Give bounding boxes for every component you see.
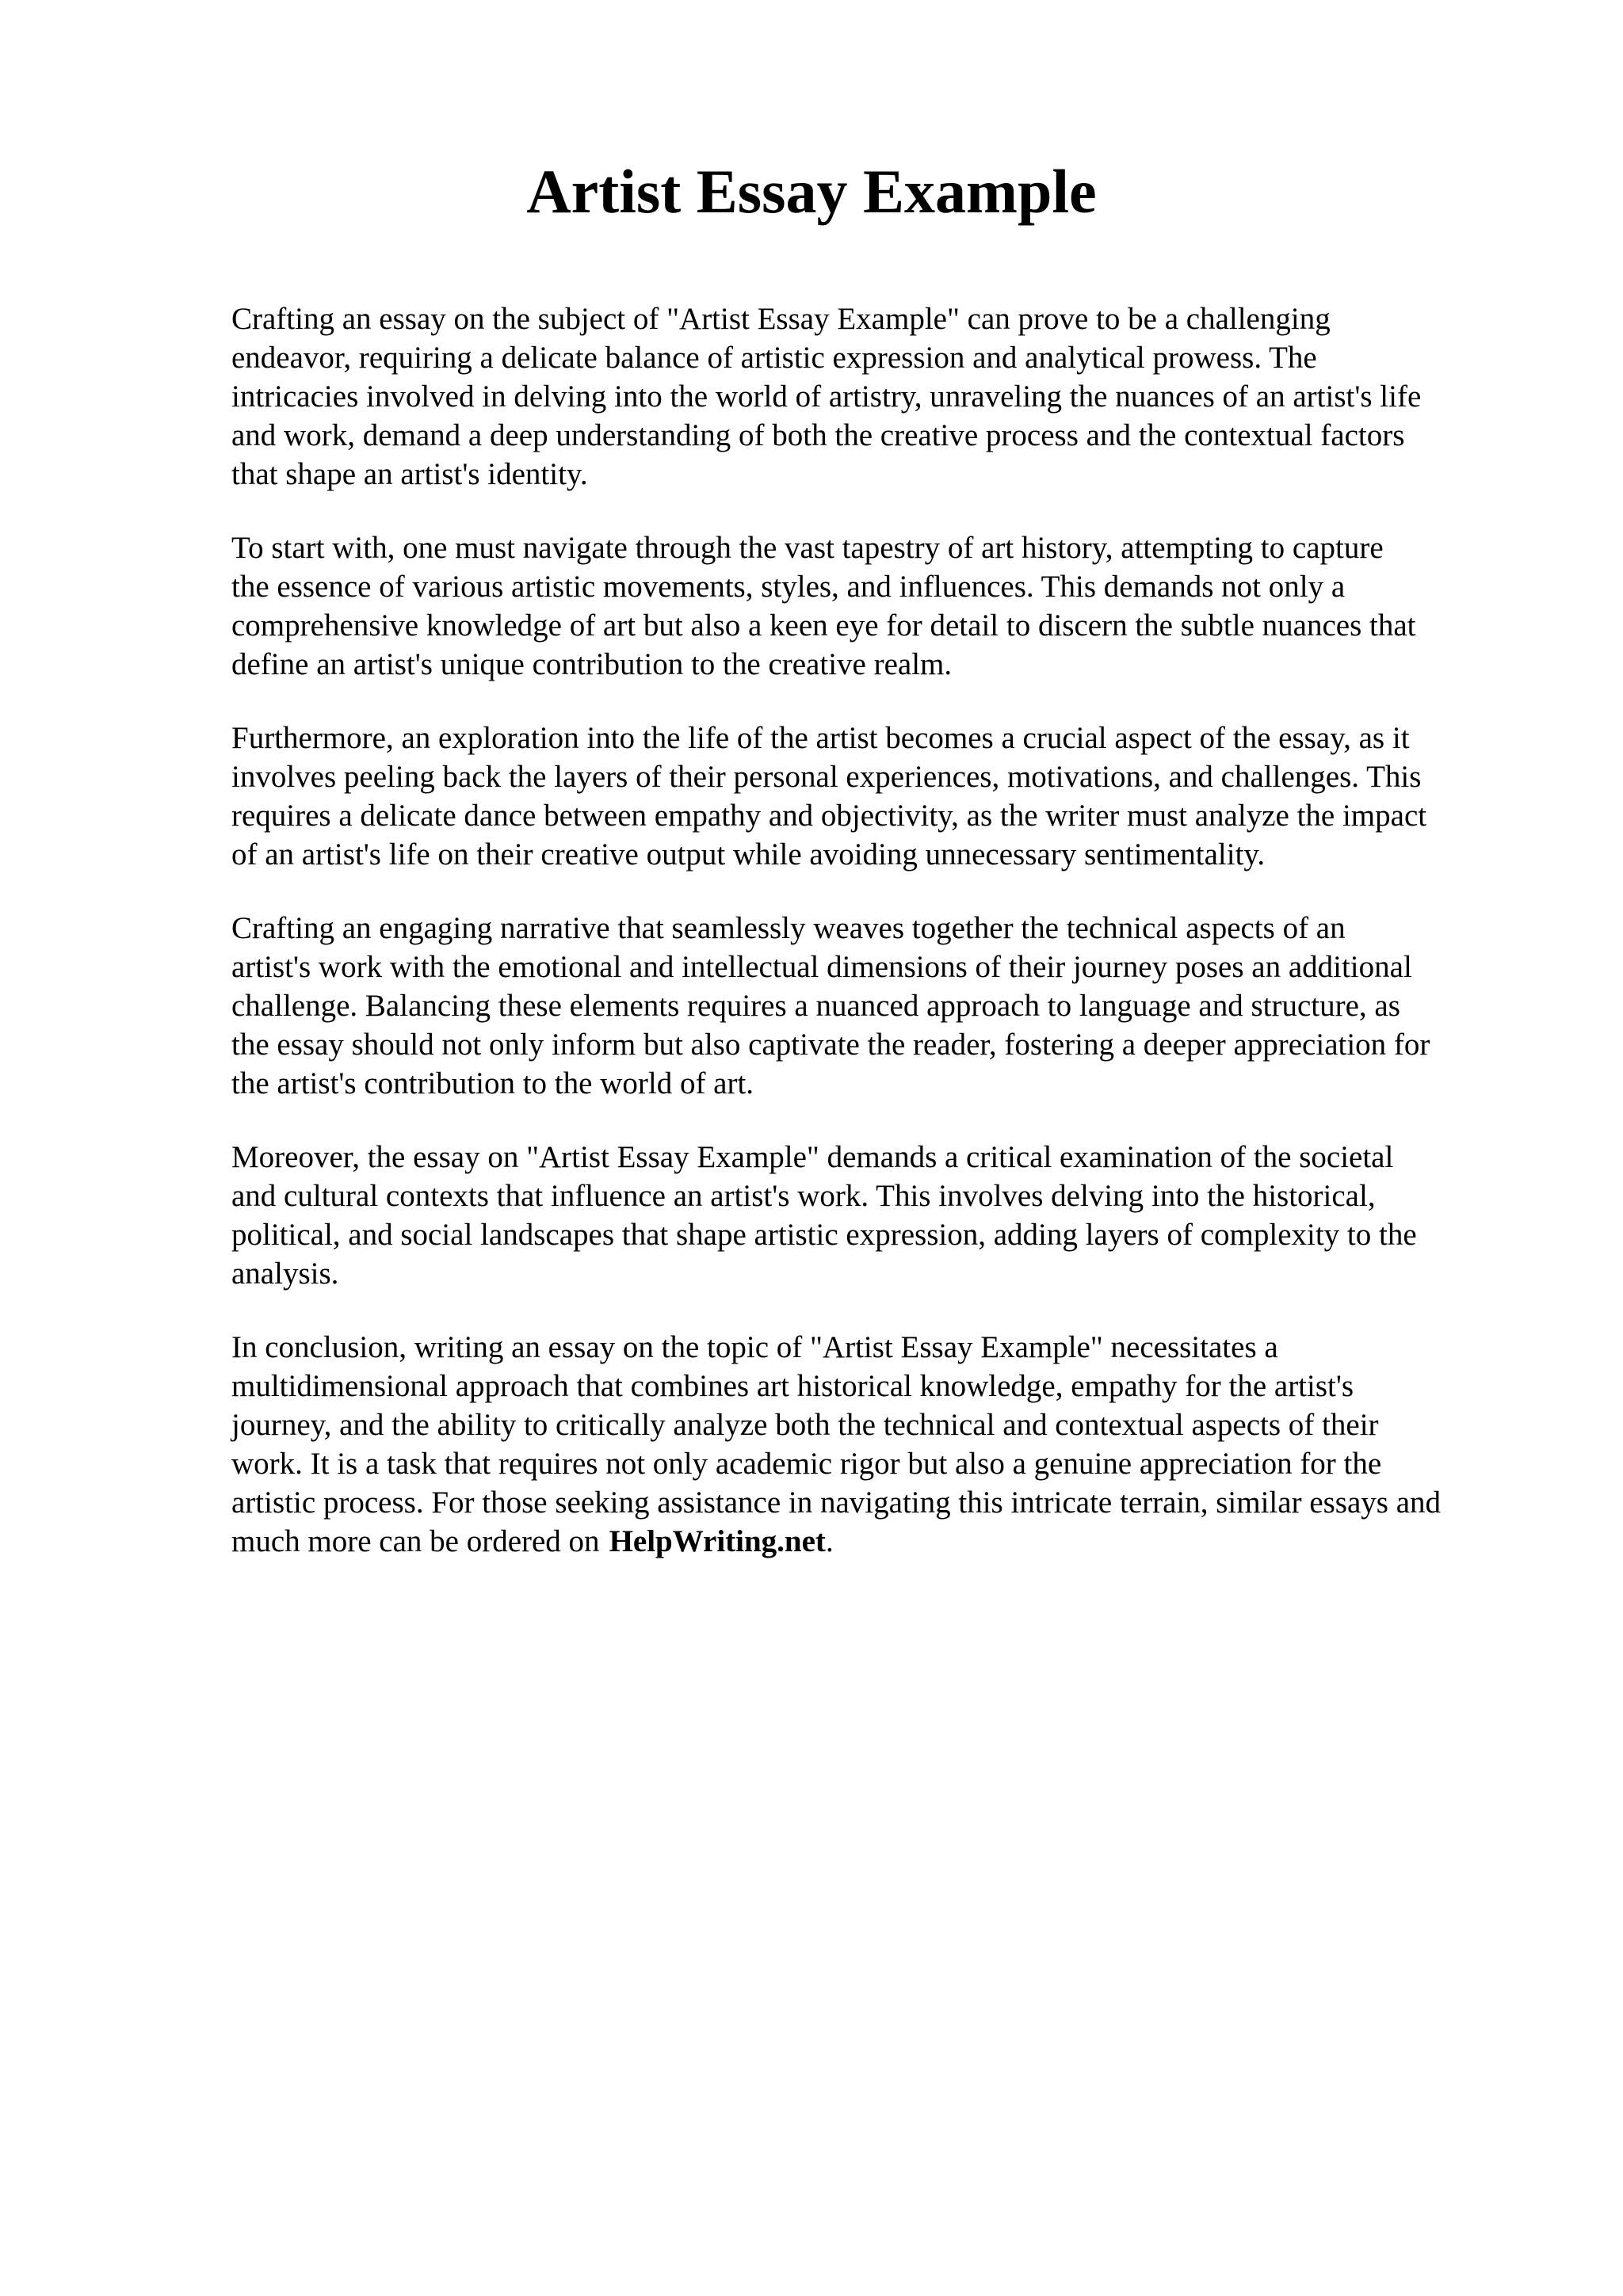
- text-line: comprehensive knowledge of art but also a keen eye for detail to discern the subtle nuances that: [231, 608, 1416, 643]
- text-line: the artist's contribution to the world of art.: [231, 1066, 754, 1100]
- text-line: work. It is a task that requires not only academic rigor but also a genuine appreciation for the: [231, 1447, 1382, 1481]
- paragraph-3: [231, 719, 1531, 874]
- final-line-text: much more can be ordered on: [231, 1524, 600, 1558]
- text-line: and work, demand a deep understanding of both the creative process and the contextual factors: [231, 418, 1405, 452]
- text-line: In conclusion, writing an essay on the topic of "Artist Essay Example" necessitates a: [231, 1330, 1278, 1364]
- text-line: the essay should not only inform but also captivate the reader, fostering a deeper appreciation for: [231, 1028, 1430, 1062]
- text-line: endeavor, requiring a delicate balance of artistic expression and analytical prowess. The: [231, 341, 1317, 375]
- text-line: artistic process. For those seeking assistance in navigating this intricate terrain, similar essays and: [231, 1486, 1442, 1520]
- text-line: intricacies involved in delving into the world of artistry, unraveling the nuances of an artist's life: [231, 379, 1422, 414]
- text-line: requires a delicate dance between empathy and objectivity, as the writer must analyze the impact: [231, 799, 1427, 833]
- text-line: involves peeling back the layers of their personal experiences, motivations, and challenges. This: [231, 760, 1422, 794]
- final-punctuation: .: [825, 1524, 834, 1558]
- text-line: that shape an artist's identity.: [231, 457, 588, 491]
- text-line: Crafting an engaging narrative that seamlessly weaves together the technical aspects of an: [231, 911, 1346, 945]
- text-line: challenge. Balancing these elements requires a nuanced approach to language and structure, as: [231, 989, 1400, 1023]
- text-line: journey, and the ability to critically analyze both the technical and contextual aspects of their: [231, 1408, 1379, 1442]
- essay-body: [231, 299, 1531, 1596]
- text-line: multidimensional approach that combines art historical knowledge, empathy for the artist's: [231, 1369, 1354, 1403]
- text-line: Crafting an essay on the subject of "Artist Essay Example" can prove to be a challenging: [231, 302, 1331, 336]
- brand-link[interactable]: HelpWriting.net: [609, 1524, 826, 1558]
- final-line: [231, 1522, 1531, 1561]
- text-line: the essence of various artistic movements, styles, and influences. This demands not only a: [231, 570, 1346, 604]
- paragraph-6: [231, 1328, 1531, 1561]
- paragraph-5: [231, 1138, 1531, 1293]
- page-title: Artist Essay Example: [526, 157, 1097, 226]
- text-line: political, and social landscapes that shape artistic expression, adding layers of complexity to the: [231, 1218, 1417, 1252]
- text-line: Moreover, the essay on "Artist Essay Example" demands a critical examination of the societal: [231, 1140, 1394, 1174]
- text-line: and cultural contexts that influence an artist's work. This involves delving into the historical,: [231, 1179, 1376, 1213]
- paragraph-1: [231, 299, 1531, 494]
- text-line: define an artist's unique contribution to the creative realm.: [231, 647, 953, 681]
- text-line: To start with, one must navigate through the vast tapestry of art history, attempting to capture: [231, 531, 1384, 565]
- text-line: artist's work with the emotional and intellectual dimensions of their journey poses an additional: [231, 950, 1412, 984]
- text-line: of an artist's life on their creative output while avoiding unnecessary sentimentality.: [231, 837, 1266, 871]
- paragraph-2: [231, 528, 1531, 684]
- paragraph-4: [231, 909, 1531, 1103]
- text-line: analysis.: [231, 1257, 339, 1291]
- text-line: Furthermore, an exploration into the life of the artist becomes a crucial aspect of the essay, as it: [231, 721, 1410, 755]
